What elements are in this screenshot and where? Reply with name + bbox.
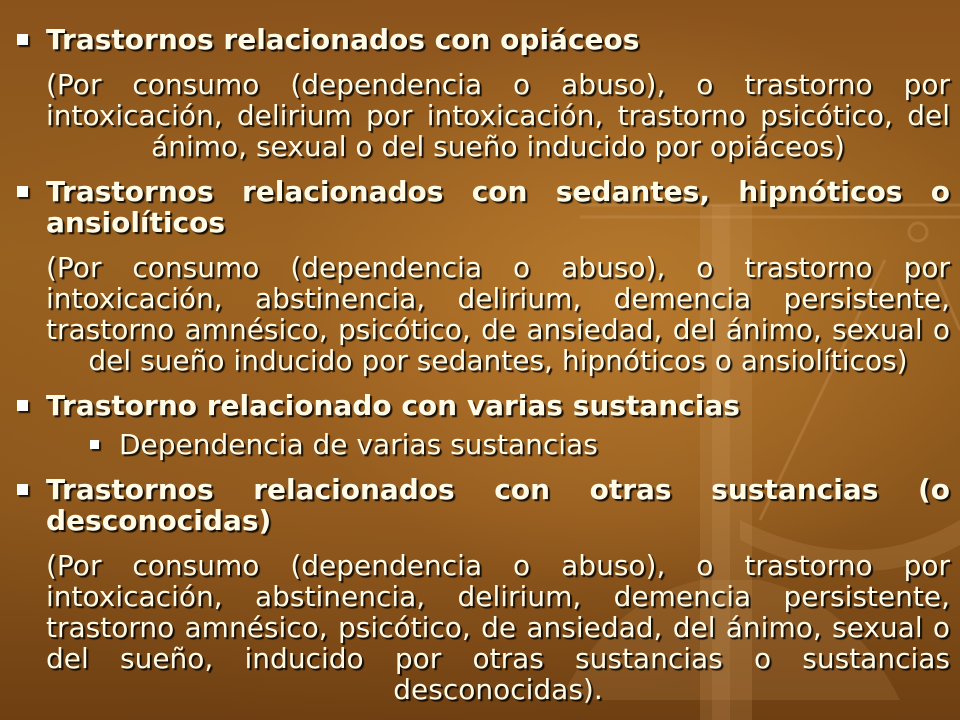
list-item-varias-sustancias xyxy=(16,390,950,460)
square-bullet-icon xyxy=(17,186,28,197)
item-heading: Trastornos relacionados con opiáceos xyxy=(46,23,640,56)
sub-list-item xyxy=(78,429,950,460)
square-bullet-icon xyxy=(17,484,28,495)
item-description: (Por consumo (dependencia o abuso), o trastorno por intoxicación, delirium por intoxicación, trastorno psicótico, del ánimo, sexual o del sueño inducido por opiáceos) xyxy=(46,68,950,163)
square-bullet-icon xyxy=(90,440,99,449)
list-item-otras-sustancias xyxy=(16,474,950,705)
item-heading: Trastorno relacionado con varias sustancias xyxy=(46,389,740,422)
square-bullet-icon xyxy=(17,400,28,411)
item-heading: Trastornos relacionados con sedantes, hipnóticos o ansiolíticos xyxy=(46,175,950,239)
item-description: (Por consumo (dependencia o abuso), o trastorno por intoxicación, abstinencia, delirium, demencia persistente, trastorno amnésico, psicótico, de ansiedad, del ánimo, sexual o del sueño, inducido por otras sustancias o sustancias desconocidas). xyxy=(46,549,950,706)
list-item-sedantes xyxy=(16,176,950,376)
item-description: (Por consumo (dependencia o abuso), o trastorno por intoxicación, abstinencia, delirium, demencia persistente, trastorno amnésico, psicótico, de ansiedad, del ánimo, sexual o del sueño inducido por sedantes, hipnóticos o ansiolíticos) xyxy=(46,251,950,377)
bullet-list xyxy=(16,24,950,705)
sub-item-text: Dependencia de varias sustancias xyxy=(119,428,598,461)
square-bullet-icon xyxy=(17,34,28,45)
list-item-opiaceos xyxy=(16,24,950,162)
item-heading: Trastornos relacionados con otras sustancias (o desconocidas) xyxy=(46,473,950,537)
